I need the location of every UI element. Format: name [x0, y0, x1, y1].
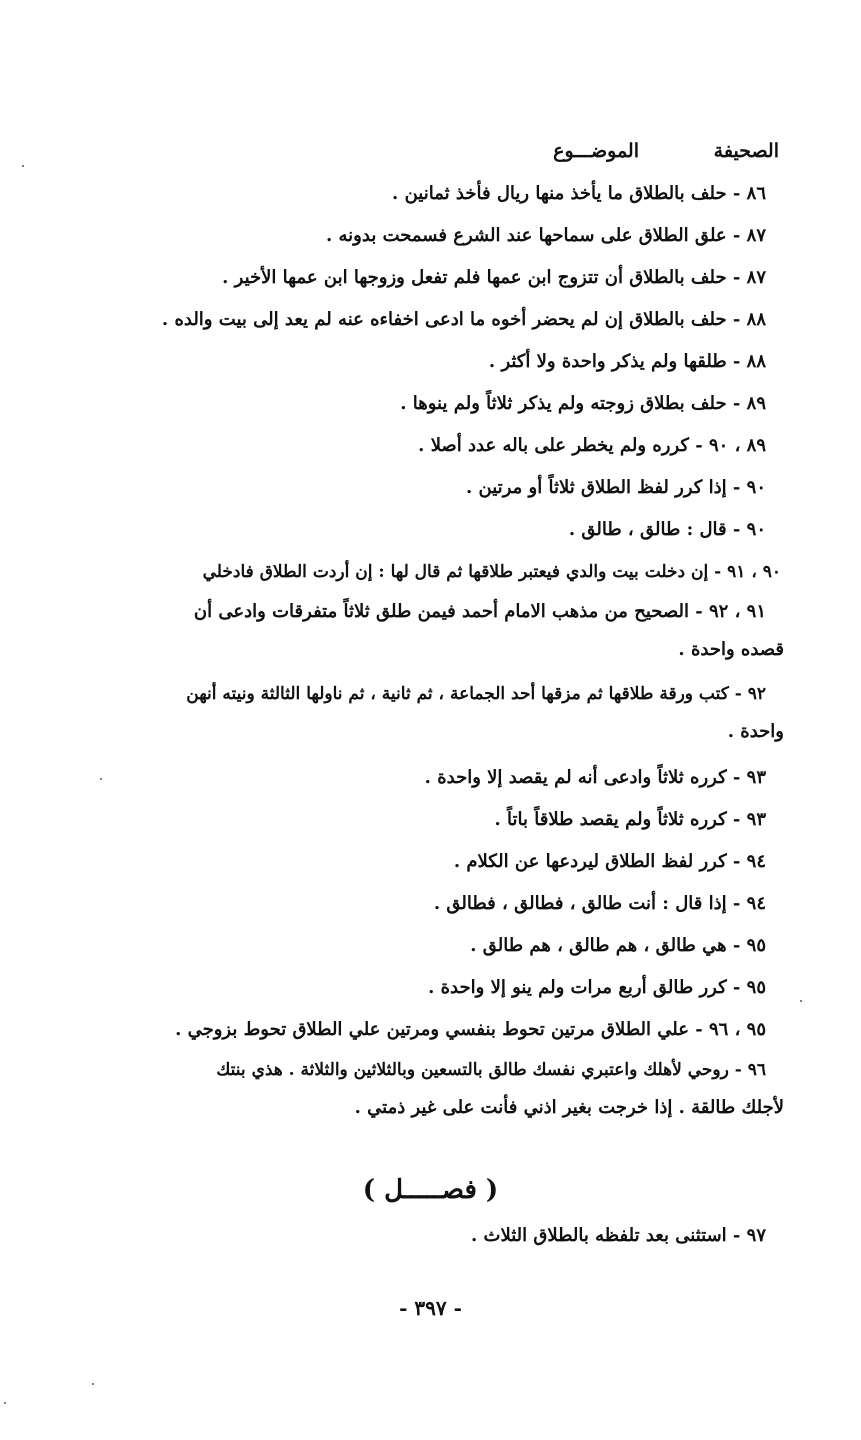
scan-speck	[100, 778, 102, 780]
index-entry: ٩٥ - هي طالق ، هم طالق ، هم طالق .	[470, 935, 766, 956]
index-entry: ٨٩ ، ٩٠ - كرره ولم يخطر على باله عدد أصلا .	[418, 435, 766, 456]
index-entry: ٩٥ ، ٩٦ - علي الطلاق مرتين تحوط بنفسي ومرتين علي الطلاق تحوط بزوجي .	[175, 1019, 766, 1040]
section-heading: ( فصـــــل )	[362, 1175, 499, 1205]
scan-speck	[800, 1000, 802, 1002]
index-entry: ٨٧ - حلف بالطلاق أن تتزوج ابن عمها فلم تفعل وزوجها ابن عمها الأخير .	[222, 267, 766, 288]
entry-line: ٩١ ، ٩٢ - الصحيح من مذهب الامام أحمد فيمن طلق ثلاثاً متفرقات وادعى أن	[193, 601, 766, 622]
scan-speck	[92, 1383, 94, 1385]
index-entry: ٨٩ - حلف بطلاق زوجته ولم يذكر ثلاثاً ولم ينوها .	[400, 393, 766, 414]
page-column-heading: الصحيفة	[713, 140, 779, 162]
entry-continuation: لأجلك طالقة . إذا خرجت بغير اذني فأنت على غير ذمتي .	[354, 1097, 784, 1118]
index-entry-multiline	[86, 675, 784, 751]
index-entry: ٩٠ ، ٩١ - إن دخلت بيت والدي فيعتبر طلاقها ثم قال لها : إن أردت الطلاق فادخلي	[202, 562, 781, 582]
entry-line: ٩٦ - روحي لأهلك واعتبري نفسك طالق بالتسعين وبالثلاثين والثلاثة . هذي بنتك	[216, 1060, 766, 1080]
scan-speck	[4, 1402, 6, 1404]
index-entry: ٩٤ - إذا قال : أنت طالق ، فطالق ، فطالق .	[433, 893, 766, 914]
index-entry: ٨٧ - علق الطلاق على سماحها عند الشرع فسمحت بدونه .	[325, 225, 766, 246]
index-entry: ٩٣ - كرره ثلاثاً ولم يقصد طلاقاً باتاً .	[494, 809, 766, 830]
index-entry: ٨٦ - حلف بالطلاق ما يأخذ منها ريال فأخذ ثمانين .	[392, 183, 766, 204]
entry-line: ٩٢ - كتب ورقة طلاقها ثم مزقها أحد الجماعة ، ثم ثانية ، ثم ناولها الثالثة ونيته أنهن	[186, 684, 766, 704]
entry-continuation: واحدة .	[727, 721, 784, 742]
index-entry: ٩٣ - كرره ثلاثاً وادعى أنه لم يقصد إلا واحدة .	[424, 767, 766, 788]
index-entries	[86, 173, 784, 1133]
index-entry: ٩٠ - قال : طالق ، طالق .	[568, 519, 766, 540]
index-entry: ٩٥ - كرر طالق أربع مرات ولم ينو إلا واحدة .	[428, 977, 766, 998]
scan-speck	[22, 165, 24, 167]
topic-column-heading: الموضـــوع	[553, 140, 639, 162]
page-number: - ٣٩٧ -	[399, 1296, 462, 1320]
index-entry: ٩٤ - كرر لفظ الطلاق ليردعها عن الكلام .	[453, 851, 766, 872]
index-header	[139, 140, 779, 172]
entry-continuation: قصده واحدة .	[678, 639, 784, 660]
index-entry: ٨٨ - حلف بالطلاق إن لم يحضر أخوه ما ادعى اخفاءه عنه لم يعد إلى بيت والده .	[161, 309, 766, 330]
index-entry-multiline	[86, 593, 784, 669]
index-entry: ٩٠ - إذا كرر لفظ الطلاق ثلاثاً أو مرتين .	[466, 477, 766, 498]
index-entry-multiline	[86, 1051, 784, 1127]
index-entry: ٨٨ - طلقها ولم يذكر واحدة ولا أكثر .	[488, 351, 766, 372]
index-entry: ٩٧ - استثنى بعد تلفظه بالطلاق الثلاث .	[470, 1225, 766, 1246]
